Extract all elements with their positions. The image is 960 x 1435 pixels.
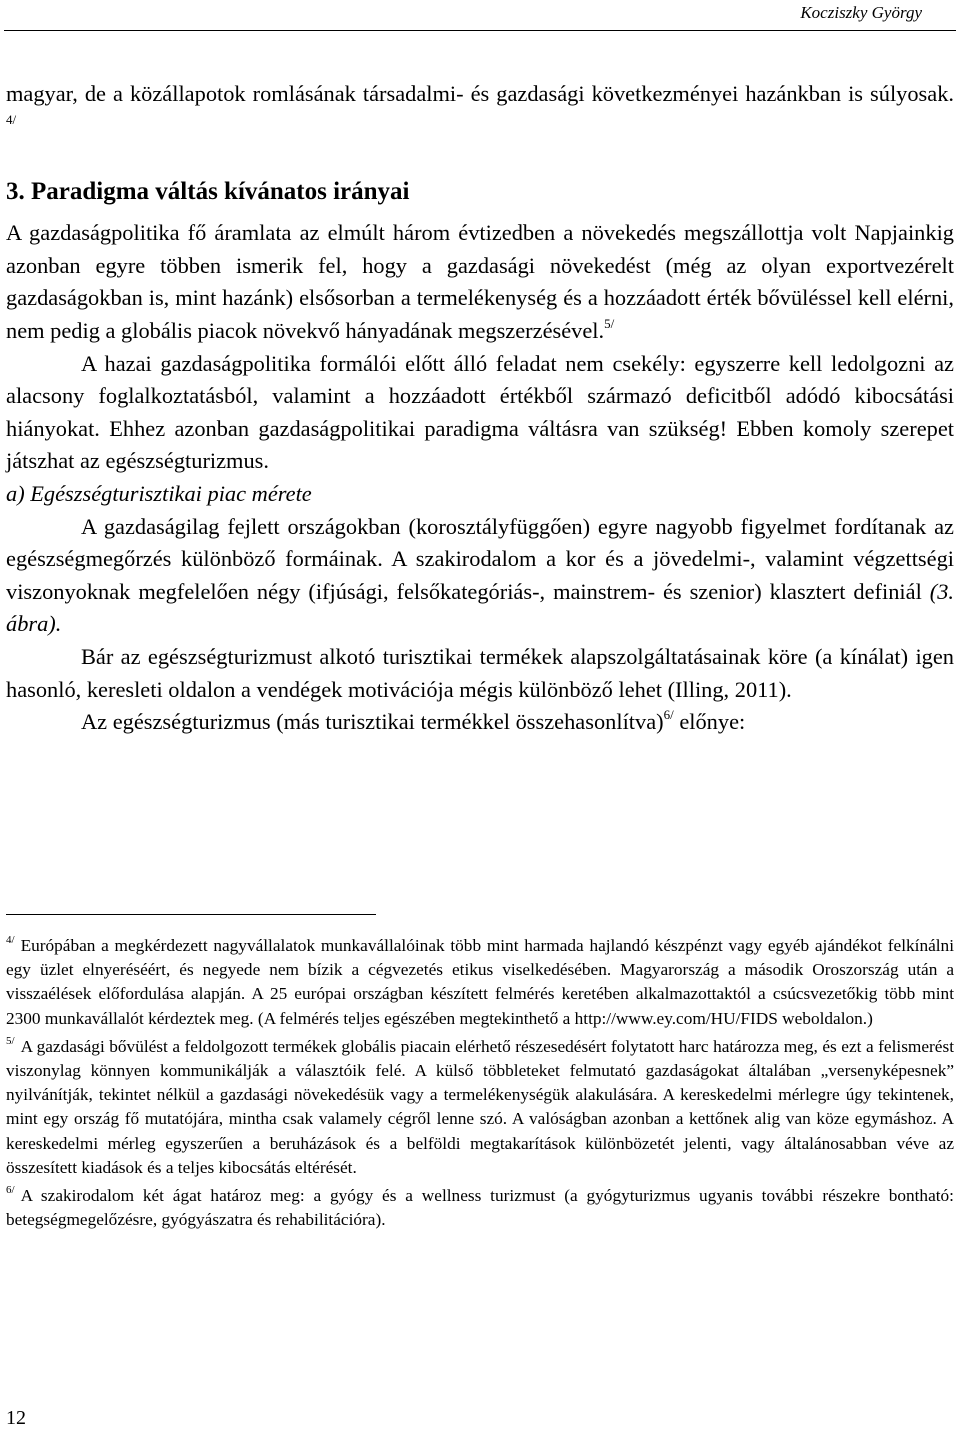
paragraph-1-text: magyar, de a közállapotok romlásának társadalmi- és gazdasági következményei hazánkban is súlyosak. [6, 81, 954, 106]
paragraph-5: Bár az egészségturizmust alkotó turisztikai termékek alapszolgáltatásainak köre (a kínálat) igen hasonló, keresleti oldalon a vendégek motivációja mégis különböző lehet (Illing, 2011). [6, 643, 954, 702]
header-author: Kocziszky György [800, 3, 922, 22]
paragraph-6-end: előnye: [673, 709, 746, 735]
footnote-ref-5: 5/ [604, 315, 615, 331]
paragraph-1 [6, 78, 954, 143]
footnote-6-text: A szakirodalom két ágat határoz meg: a gyógy és a wellness turizmust (a gyógyturizmus ugyanis további részekre bontható: betegségmegelőzésre, gyógyászatra és rehabilitációra). [6, 1186, 954, 1230]
figure-reference: (3. ábra). [6, 578, 954, 637]
footnote-ref-6: 6/ [663, 707, 674, 723]
paragraph-4-text: A gazdaságilag fejlett országokban (korosztályfüggően) egyre nagyobb figyelmet fordítanak az egészségmegőrzés különböző formáinak. A szakirodalom a kor és a jövedelmi-, valamint végzettségi viszonyoknak megfelelően négy (ifjúsági, felsőkategóriás-, mainstrem- és szenior) klasztert definiál [6, 513, 954, 604]
footnote-5 [6, 1035, 954, 1180]
paragraph-6 [6, 706, 954, 739]
page-number: 12 [6, 1407, 26, 1429]
footnote-4 [6, 934, 954, 1031]
main-text [6, 78, 954, 739]
subheading: a) Egészségturisztikai piac mérete [6, 480, 312, 506]
paragraph-2-text: A gazdaságpolitika fő áramlata az elmúlt három évtizedben a növekedés megszállottja volt Napjainkig azonban egyre többen ismerik fel, hogy a gazdasági növekedést (még az olyan exportvezérelt gazdaságokban is, mint hazánk) elsősorban a termelékenység és a hozzáadott érték bővüléssel kell elérni, nem pedig a globális piacok növekvő hányadának megszerzésével. [6, 220, 954, 343]
footnote-5-mark: 5/ [6, 1034, 15, 1047]
footnotes [6, 934, 954, 1236]
footnote-rule [6, 914, 376, 915]
footnote-4-mark: 4/ [6, 934, 15, 946]
footnote-5-text: A gazdasági bővülést a feldolgozott termékek globális piacain elérhető részesedésért folytatott harc határozza meg, és ezt a felismerést viszonylag könnyen kommunikálják a választóik felé. A külső többleteket felmutató gazdaságokat általában „versenyképesnek” nyilvánítják, tekintet nélkül a gazdasági növekedésük vagy a termelékenységük alakulására. A kereskedelmi mérlegre úgy tekintenek, mint egy ország fő mutatójára, mintha csak valamely cégről lenne szó. A valóságban azonban a kettőnek alig van köze egymáshoz. A kereskedelmi mérleg egyszerűen a beruházások és a belföldi megtakarítások különbözetét jelenti, vagy általánosabban véve az összesített kiadások és a teljes kibocsátás eltérését. [6, 1036, 954, 1177]
footnote-6-mark: 6/ [6, 1184, 15, 1197]
footnote-6 [6, 1184, 954, 1232]
paragraph-2 [6, 217, 954, 347]
paragraph-3: A hazai gazdaságpolitika formálói előtt álló feladat nem csekély: egyszerre kell ledolgozni az alacsony foglalkoztatásból, valamint a hozzáadott értékből származó deficitből adódó kibocsátási hiányokat. Ehhez azonban gazdaságpolitikai paradigma váltásra van szükség! Ebben komoly szerepet játszhat az egészségturizmus. [6, 350, 954, 474]
footnote-ref-4: 4/ [6, 111, 17, 127]
section-heading: 3. Paradigma váltás kívánatos irányai [6, 178, 410, 206]
paragraph-4 [6, 511, 954, 641]
header-rule [4, 30, 956, 31]
paragraph-6-text: Az egészségturizmus (más turisztikai termékkel összehasonlítva) [81, 709, 664, 735]
footnote-4-text: Európában a megkérdezett nagyvállalatok munkavállalóinak több mint harmada hajlandó készpénzt vagy egyéb ajándékot felkínálni egy üzlet elnyeréséért, és negyede nem bízik a cégvezetés etikus viselkedésében. Magyarország a második Oroszország után a visszaélések előfordulása alapján. A 25 európai országban készített felmérés keretében alkalmazottaktól a csúcsvezetőkig több mint 2300 munkavállalót kérdeztek meg. (A felmérés teljes egészében megtekinthető a http://www.ey.com/HU/FIDS weboldalon.) [6, 936, 954, 1028]
running-header [0, 2, 960, 24]
